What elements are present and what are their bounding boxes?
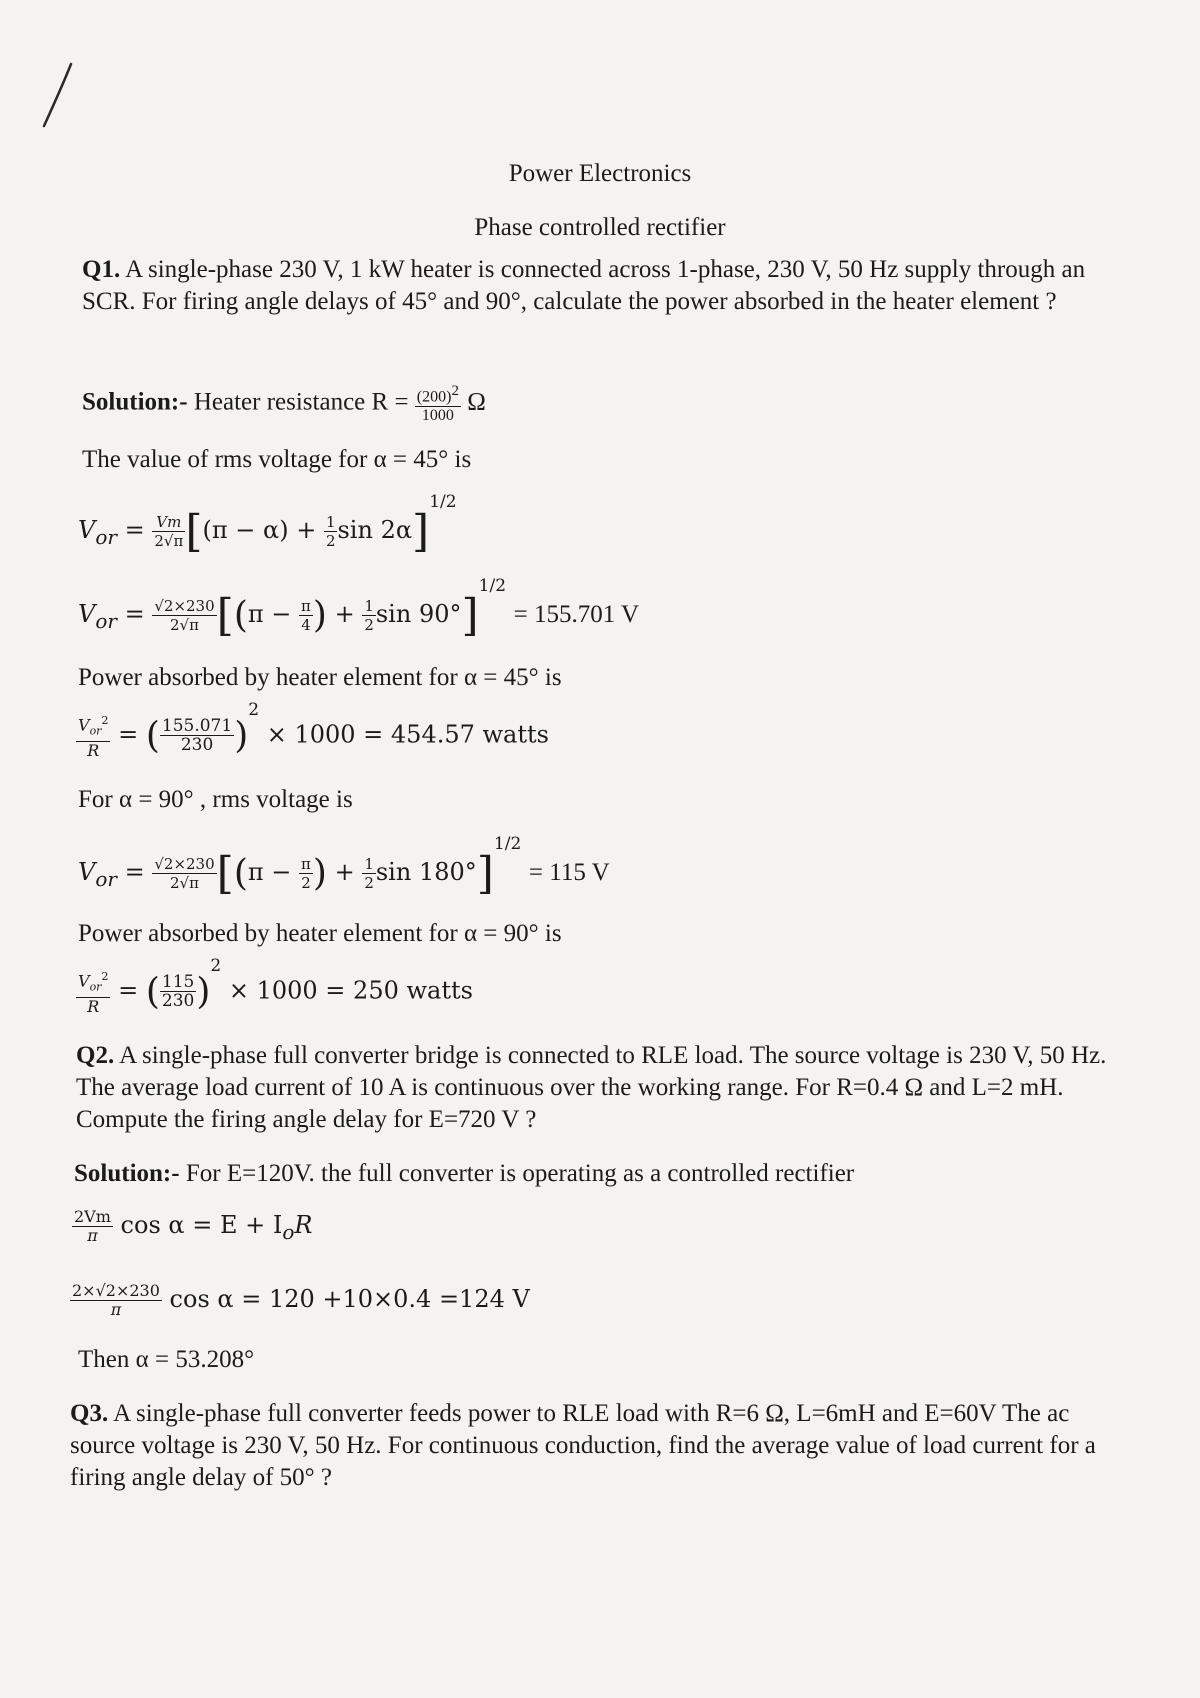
solution-1-label: Solution:- <box>82 388 188 416</box>
page-subtitle: Phase controlled rectifier <box>474 214 726 241</box>
rms-90-result: = 115 V <box>528 859 610 886</box>
power-90-equation: $\frac{V_{or}^2}{R}$ = ( $\frac{115}{230}$ )$^2$ × 1000 = 250 watts <box>78 956 473 1016</box>
resistance-fraction: $\frac{(200)^2}{1000}$ <box>416 383 459 425</box>
rms-45-result: = 155.701 V <box>513 601 640 628</box>
pen-stroke-mark <box>38 60 78 130</box>
question-2 <box>76 1040 1131 1136</box>
question-1-text: A single-phase 230 V, 1 kW heater is connected across 1-phase, 230 V, 50 Hz supply through an SCR. For firing angle delays of 45° and 90°, calculate the power absorbed in the heater element ? <box>82 256 1086 315</box>
rms-voltage-formula: $V_{or}$ = $\frac{Vm}{2√\pi}$ [(π − α) + $\frac{1}{2}$ sin 2α]$^{1/2}$ <box>78 492 457 557</box>
question-3-text: A single-phase full converter feeds power to RLE load with R=6 Ω, L=6mH and E=60V The ac source voltage is 230 V, 50 Hz. For continuous conduction, find the average value of load current for a firing angle delay of 50° ? <box>70 1400 1096 1491</box>
page-title: Power Electronics <box>508 160 692 187</box>
rms-45-intro: The value of rms voltage for α = 45° is <box>82 446 472 473</box>
ohm-unit: Ω <box>467 388 486 416</box>
converter-substitution: $\frac{2\times√2\times 230}{\pi}$ cos α = 120 +10×0.4 =124 V <box>72 1281 530 1319</box>
converter-equation: $\frac{2Vm}{\pi}$ $\cos \alpha = E + I_oR$ <box>74 1207 313 1245</box>
question-1-label: Q1. <box>82 256 121 283</box>
firing-angle-result: Then α = 53.208° <box>78 1346 255 1373</box>
rms-45-substitution: $V_{or}$ = $\frac{√2\times 230}{2√\pi}$ [(π − $\frac{\pi}{4}$ ) + $\frac{1}{2}$ sin 90°]$^{1/2}$ = 155.701 V <box>78 576 640 641</box>
power-45-result: × 1000 = 454.57 watts <box>266 720 549 749</box>
converter-substitution-result: cos α = 120 +10×0.4 =124 V <box>169 1285 530 1313</box>
solution-2-label: Solution:- <box>74 1160 180 1187</box>
solution-1-resistance <box>82 382 486 425</box>
rms-90-intro: For α = 90° , rms voltage is <box>78 786 353 813</box>
power-45-intro: Power absorbed by heater element for α = 45° is <box>78 664 562 691</box>
solution-2-text: For E=120V. the full converter is operating as a controlled rectifier <box>185 1160 855 1187</box>
question-3 <box>70 1398 1130 1494</box>
question-2-label: Q2. <box>76 1042 115 1069</box>
question-2-text: A single-phase full converter bridge is connected to RLE load. The source voltage is 230 V, 50 Hz. The average load current of 10 A is continuous over the working range. For R=0.4 Ω and L=2 mH. Compute the firing angle delay for E=720 V ? <box>76 1042 1107 1133</box>
solution-2-intro <box>74 1160 854 1188</box>
rms-90-substitution: $V_{or}$ = $\frac{√2\times 230}{2√\pi}$ [(π − $\frac{\pi}{2}$ ) + $\frac{1}{2}$ sin 180°]$^{1/2}$ = 115 V <box>78 834 610 899</box>
question-1 <box>82 254 1137 318</box>
power-90-result: × 1000 = 250 watts <box>228 976 473 1005</box>
resistance-text: Heater resistance R = <box>193 388 409 416</box>
question-3-label: Q3. <box>70 1400 109 1427</box>
vm-over-2rootpi: $\frac{Vm}{2√\pi}$ <box>154 513 184 550</box>
power-45-equation: $\frac{V_{or}^2}{R}$ = ( $\frac{155.071}{230}$ )$^2$ × 1000 = 454.57 watts <box>78 700 549 760</box>
power-90-intro: Power absorbed by heater element for α = 90° is <box>78 920 562 947</box>
